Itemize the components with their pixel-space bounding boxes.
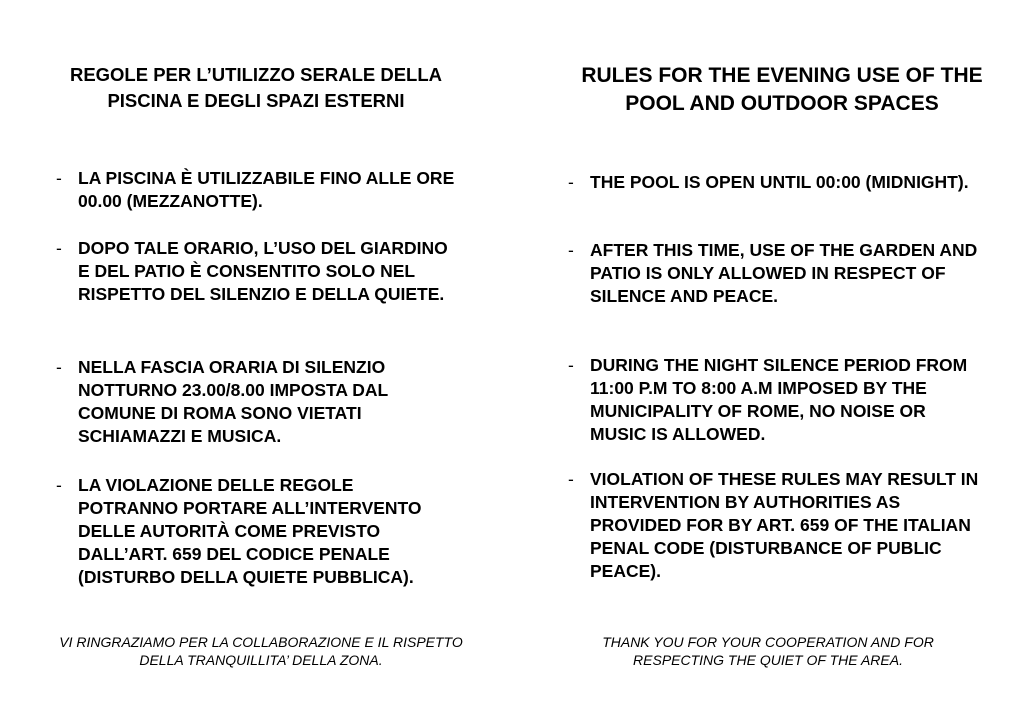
english-rule-3-text: DURING THE NIGHT SILENCE PERIOD FROM 11:00 P.M TO 8:00 A.M IMPOSED BY THE MUNICIPALITY OF ROME, NO NOISE OR MUSIC IS ALLOWED. <box>590 355 968 444</box>
bullet-dash: - <box>568 240 574 260</box>
english-rule-2 <box>568 239 980 308</box>
english-rule-1 <box>568 171 980 194</box>
italian-rule-1-text: LA PISCINA È UTILIZZABILE FINO ALLE ORE 00.00 (MEZZANOTTE). <box>78 168 455 211</box>
english-rule-2-text: AFTER THIS TIME, USE OF THE GARDEN AND PATIO IS ONLY ALLOWED IN RESPECT OF SILENCE AND PEACE. <box>590 240 978 306</box>
english-rule-4-text: VIOLATION OF THESE RULES MAY RESULT IN INTERVENTION BY AUTHORITIES AS PROVIDED FOR BY ART. 659 OF THE ITALIAN PENAL CODE (DISTURBANCE OF PUBLIC PEACE). <box>590 469 979 581</box>
english-rule-4 <box>568 468 980 583</box>
english-rule-1-text: THE POOL IS OPEN UNTIL 00:00 (MIDNIGHT). <box>590 172 969 192</box>
italian-rule-1 <box>56 167 458 213</box>
bullet-dash: - <box>568 355 574 375</box>
italian-rule-3 <box>56 356 458 448</box>
bullet-dash: - <box>56 168 62 188</box>
italian-thanks: VI RINGRAZIAMO PER LA COLLABORAZIONE E IL RISPETTO DELLA TRANQUILLITA’ DELLA ZONA. <box>59 634 463 668</box>
english-thanks: THANK YOU FOR YOUR COOPERATION AND FOR RESPECTING THE QUIET OF THE AREA. <box>602 634 934 668</box>
english-rule-3 <box>568 354 980 446</box>
bullet-dash: - <box>56 238 62 258</box>
english-title: RULES FOR THE EVENING USE OF THE POOL AND OUTDOOR SPACES <box>581 64 983 115</box>
bullet-dash: - <box>56 357 62 377</box>
bullet-dash: - <box>56 475 62 495</box>
italian-rule-4 <box>56 474 458 589</box>
italian-rule-3-text: NELLA FASCIA ORARIA DI SILENZIO NOTTURNO 23.00/8.00 IMPOSTA DAL COMUNE DI ROMA SONO VIETATI SCHIAMAZZI E MUSICA. <box>78 357 388 446</box>
italian-title: REGOLE PER L’UTILIZZO SERALE DELLA PISCINA E DEGLI SPAZI ESTERNI <box>69 64 443 111</box>
italian-rule-2 <box>56 237 458 306</box>
bullet-dash: - <box>568 172 574 192</box>
italian-rule-4-text: LA VIOLAZIONE DELLE REGOLE POTRANNO PORTARE ALL’INTERVENTO DELLE AUTORITÀ COME PREVISTO DALL’ART. 659 DEL CODICE PENALE (DISTURBO DELLA QUIETE PUBBLICA). <box>78 475 422 587</box>
italian-rule-2-text: DOPO TALE ORARIO, L’USO DEL GIARDINO E DEL PATIO È CONSENTITO SOLO NEL RISPETTO DEL SILENZIO E DELLA QUIETE. <box>78 238 448 304</box>
bullet-dash: - <box>568 469 574 489</box>
